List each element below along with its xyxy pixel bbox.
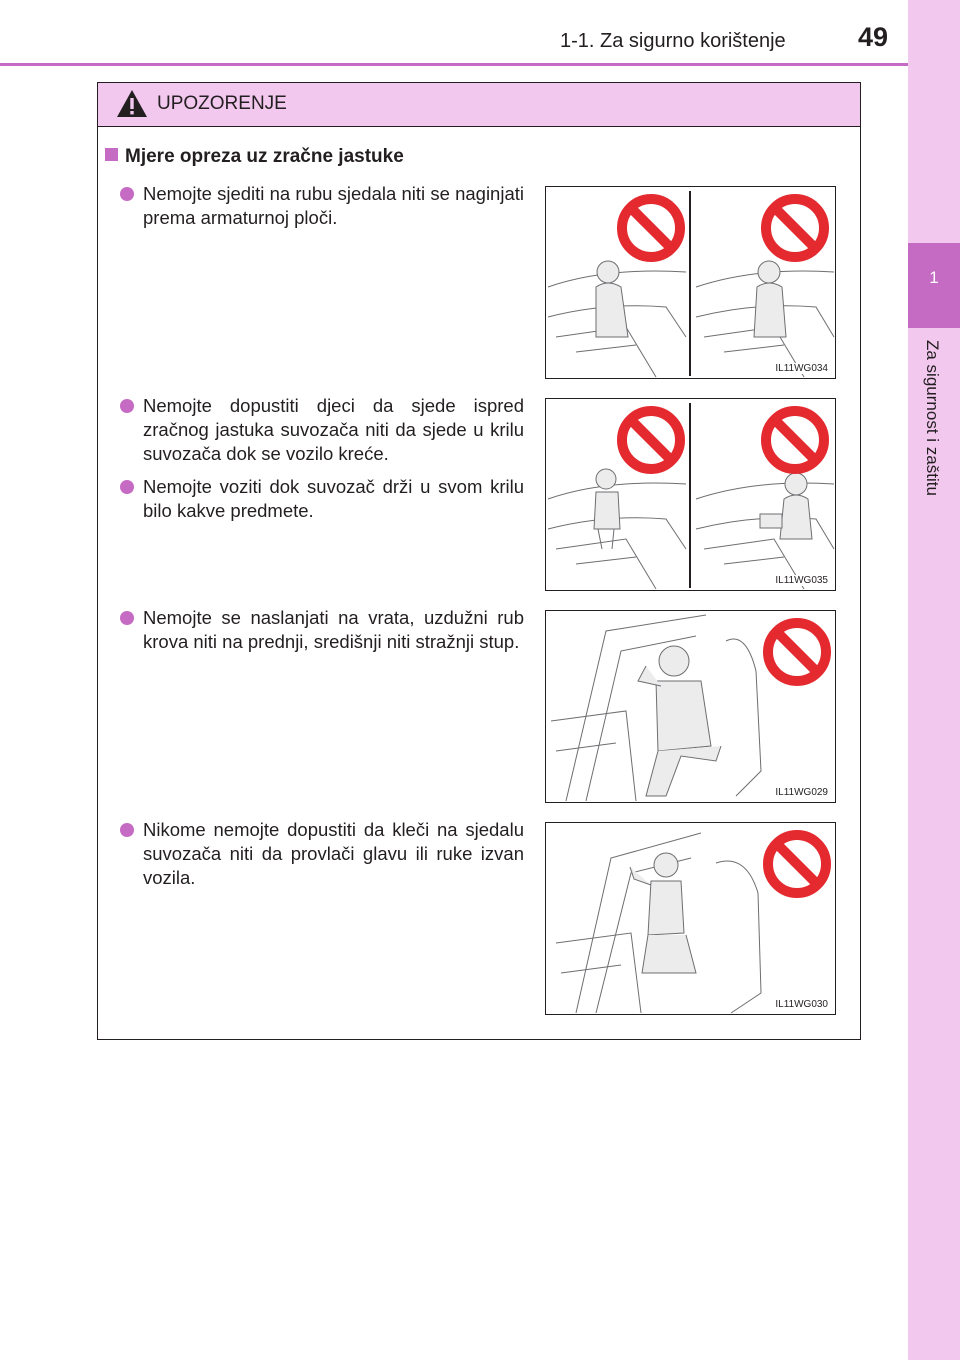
chapter-label-area <box>908 340 960 560</box>
list-item <box>120 818 524 890</box>
warning-header <box>98 83 860 127</box>
illustration-code: IL11WG035 <box>775 575 828 586</box>
illustration <box>545 822 836 1015</box>
warning-box <box>97 82 861 1040</box>
list-item-text: Nikome nemojte dopustiti da kleči na sjedalu suvozača niti da provlači glavu ili ruke izvan vozila. <box>143 819 524 888</box>
prohibition-icon <box>762 617 832 687</box>
prohibition-icon <box>762 829 832 899</box>
list-item-text: Nemojte sjediti na rubu sjedala niti se naginjati prema armaturnoj ploči. <box>143 183 524 228</box>
list-item <box>120 182 524 230</box>
section-heading <box>105 146 404 168</box>
page-number: 49 <box>858 22 889 52</box>
bullet-dot-icon <box>120 399 134 413</box>
chapter-title: Za sigurnost i zaštitu <box>923 340 942 496</box>
warning-title: UPOZORENJE <box>157 93 287 114</box>
section-header: 1-1. Za sigurno korištenje <box>560 30 786 52</box>
section-heading-text: Mjere opreza uz zračne jastuke <box>125 146 404 167</box>
list-item-text: Nemojte se naslanjati na vrata, uzdužni rub krova niti na prednji, središnji niti stražnji stup. <box>143 607 524 652</box>
illustration-code: IL11WG034 <box>775 363 828 374</box>
illustration <box>545 186 836 379</box>
header-rule <box>0 63 908 66</box>
prohibition-icon <box>760 405 830 475</box>
list-item <box>120 394 524 466</box>
illustration <box>545 610 836 803</box>
prohibition-icon <box>616 193 686 263</box>
list-item-text: Nemojte voziti dok suvozač drži u svom krilu bilo kakve predmete. <box>143 476 524 521</box>
prohibition-icon <box>616 405 686 475</box>
bullet-dot-icon <box>120 823 134 837</box>
warning-triangle-icon <box>116 89 148 118</box>
square-bullet-icon <box>105 148 118 161</box>
list-item-text: Nemojte dopustiti djeci da sjede ispred zračnog jastuka suvozača niti da sjede u krilu suvozača dok se vozilo kreće. <box>143 395 524 464</box>
bullet-dot-icon <box>120 187 134 201</box>
list-item <box>120 606 524 654</box>
bullet-dot-icon <box>120 480 134 494</box>
prohibition-icon <box>760 193 830 263</box>
bullet-dot-icon <box>120 611 134 625</box>
illustration-code: IL11WG029 <box>775 787 828 798</box>
chapter-number: 1 <box>929 268 939 287</box>
illustration <box>545 398 836 591</box>
list-item <box>120 475 524 523</box>
illustration-code: IL11WG030 <box>775 999 828 1010</box>
side-tab <box>908 0 960 1360</box>
